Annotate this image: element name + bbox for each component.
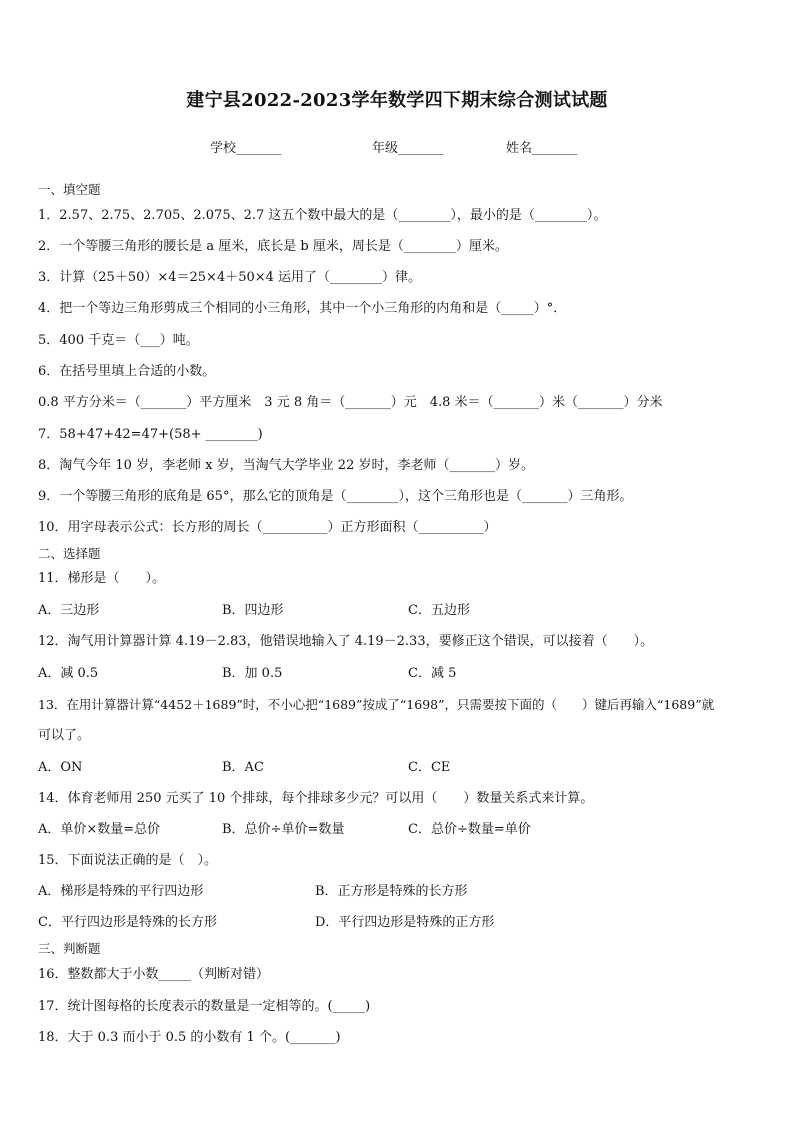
question-13-cont: 可以了。 (38, 728, 91, 743)
question-10: 10．用字母表示公式：长方形的周长（__________）正方形面积（__________） (38, 520, 497, 535)
question-11: 11．梯形是（ ）。 (38, 571, 166, 586)
q15-option-b: B．正方形是特殊的长方形 (315, 884, 468, 899)
question-17: 17．统计图每格的长度表示的数量是一定相等的。(_____) (38, 999, 371, 1014)
question-6-items: 0.8 平方分米＝（_______）平方厘米 3 元 8 角＝（_______）元 4.8 米＝（_______）米（_______）分米 (38, 395, 663, 410)
q14-option-a: A．单价×数量=总价 (38, 822, 161, 837)
q11-option-c: C．五边形 (408, 603, 470, 618)
q15-option-c: C．平行四边形是特殊的长方形 (38, 915, 217, 930)
q14-option-c: C．总价÷数量=单价 (408, 822, 531, 837)
question-16: 16．整数都大于小数_____（判断对错） (38, 967, 270, 982)
question-3: 3．计算（25＋50）×4＝25×4＋50×4 运用了（________）律。 (38, 270, 422, 285)
question-2: 2．一个等腰三角形的腰长是 a 厘米，底长是 b 厘米，周长是（________）厘米。 (38, 239, 508, 254)
question-5: 5．400 千克＝（___）吨。 (38, 333, 199, 348)
q13-option-a: A．ON (38, 760, 83, 775)
q12-option-a: A．减 0.5 (38, 666, 99, 681)
question-15: 15．下面说法正确的是（ ）。 (38, 853, 218, 868)
q13-option-c: C．CE (408, 760, 451, 775)
section-judge-heading: 三、判断题 (38, 941, 101, 956)
question-13: 13．在用计算器计算“4452＋1689”时，不小心把“1689”按成了“1698”，只需要按下面的（ ）键后再输入“1689”就 (38, 697, 715, 712)
question-18: 18．大于 0.3 而小于 0.5 的小数有 1 个。(_______) (38, 1030, 341, 1045)
school-field: 学校_______ (210, 141, 282, 156)
q11-option-b: B．四边形 (222, 603, 284, 618)
page-title: 建宁县2022-2023学年数学四下期末综合测试试题 (186, 90, 608, 111)
q13-option-b: B．AC (222, 760, 264, 775)
question-1: 1．2.57、2.75、2.705、2.075、2.7 这五个数中最大的是（________），最小的是（________）。 (38, 208, 607, 223)
q15-option-d: D．平行四边形是特殊的正方形 (315, 915, 495, 930)
question-12: 12．淘气用计算器计算 4.19－2.83，他错误地输入了 4.19－2.33，要修正这个错误，可以接着（ ）。 (38, 634, 654, 649)
q15-option-a: A．梯形是特殊的平行四边形 (38, 884, 204, 899)
q12-option-c: C．减 5 (408, 666, 457, 681)
name-field: 姓名_______ (506, 141, 578, 156)
question-9: 9．一个等腰三角形的底角是 65°，那么它的顶角是（________），这个三角形也是（_______）三角形。 (38, 489, 633, 504)
section-fill-heading: 一、填空题 (38, 182, 101, 197)
question-7: 7．58+47+42=47+(58+ ________) (38, 427, 263, 442)
question-6: 6．在括号里填上合适的小数。 (38, 364, 216, 379)
grade-field: 年级_______ (372, 141, 444, 156)
question-8: 8．淘气今年 10 岁，李老师 x 岁，当淘气大学毕业 22 岁时，李老师（_______）岁。 (38, 458, 534, 473)
q11-option-a: A．三边形 (38, 603, 100, 618)
question-14: 14．体育老师用 250 元买了 10 个排球，每个排球多少元？可以用（ ）数量关系式来计算。 (38, 791, 594, 806)
q14-option-b: B．总价÷单价=数量 (222, 822, 345, 837)
question-4: 4．把一个等边三角形剪成三个相同的小三角形，其中一个小三角形的内角和是（_____）°． (38, 301, 567, 316)
section-choice-heading: 二、选择题 (38, 546, 101, 561)
q12-option-b: B．加 0.5 (222, 666, 283, 681)
